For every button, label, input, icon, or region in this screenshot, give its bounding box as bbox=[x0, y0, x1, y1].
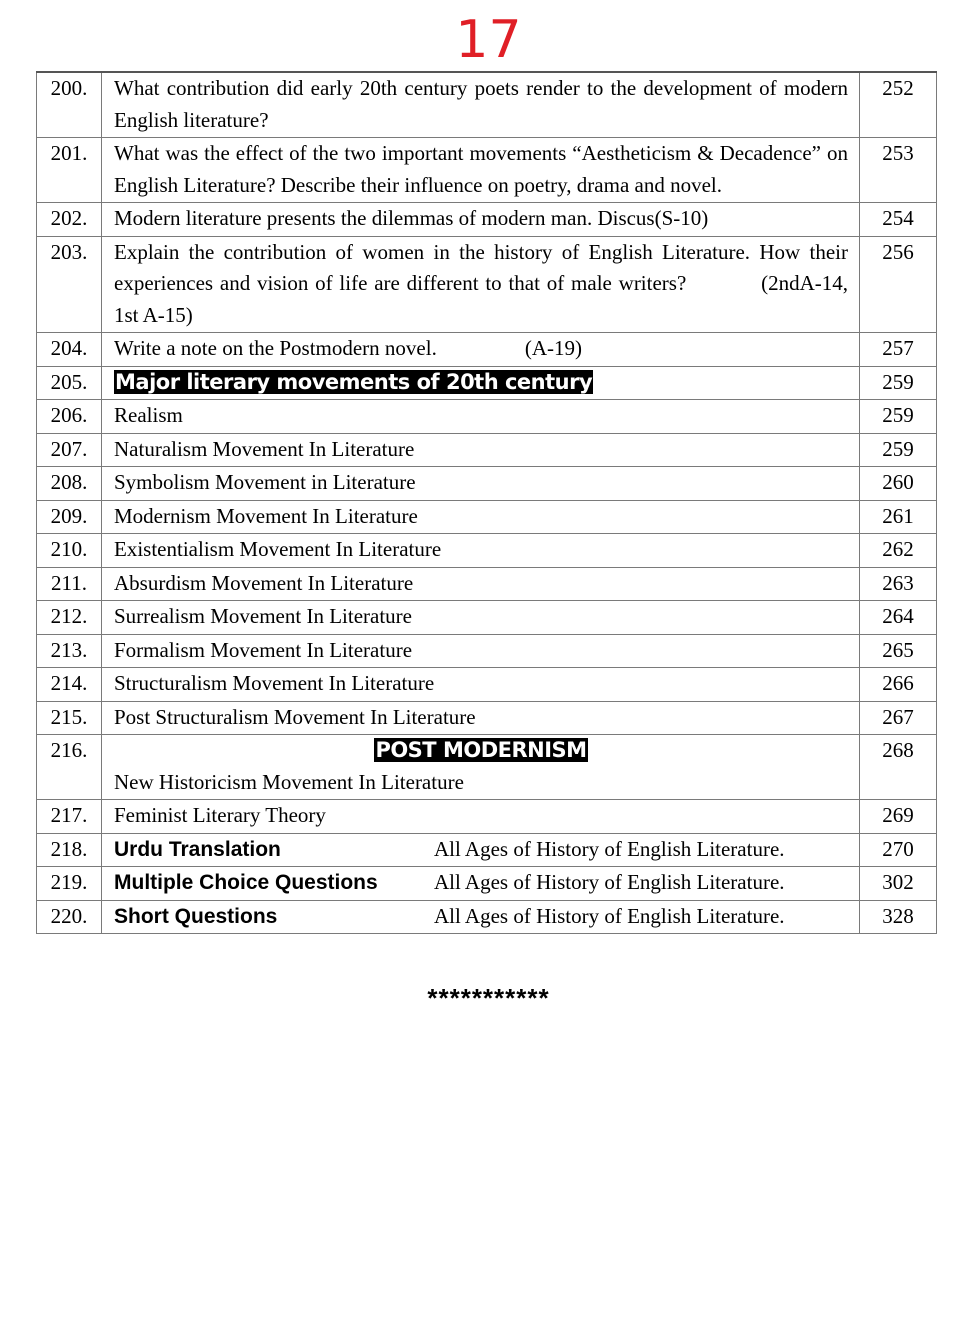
table-row[interactable] bbox=[37, 867, 937, 901]
entry-page: 252 bbox=[860, 72, 937, 138]
entry-title: Absurdism Movement In Literature bbox=[102, 567, 860, 601]
entry-number: 211. bbox=[37, 567, 102, 601]
section-heading: POST MODERNISM bbox=[375, 738, 587, 762]
table-row[interactable] bbox=[37, 467, 937, 501]
entry-title-cell bbox=[102, 236, 860, 333]
table-row[interactable] bbox=[37, 333, 937, 367]
entry-page: 253 bbox=[860, 138, 937, 203]
entry-title-cell bbox=[102, 900, 860, 934]
entry-page: 256 bbox=[860, 236, 937, 333]
entry-page: 328 bbox=[860, 900, 937, 934]
table-row[interactable] bbox=[37, 800, 937, 834]
entry-reference: (2ndA-14, 1st A-15) bbox=[114, 271, 848, 327]
entry-title: Symbolism Movement in Literature bbox=[102, 467, 860, 501]
entry-title: Surrealism Movement In Literature bbox=[102, 601, 860, 635]
entry-number: 200. bbox=[37, 72, 102, 138]
table-row[interactable] bbox=[37, 400, 937, 434]
entry-title: Structuralism Movement In Literature bbox=[102, 668, 860, 702]
table-row[interactable] bbox=[37, 668, 937, 702]
entry-title: Multiple Choice Questions bbox=[114, 871, 378, 894]
table-of-contents bbox=[36, 71, 937, 934]
entry-number: 219. bbox=[37, 867, 102, 901]
entry-title: Modern literature presents the dilemmas of modern man. Discus(S-10) bbox=[102, 203, 860, 237]
page-number: 17 bbox=[455, 10, 522, 70]
table-row[interactable] bbox=[37, 203, 937, 237]
entry-number: 218. bbox=[37, 833, 102, 867]
table-row[interactable] bbox=[37, 534, 937, 568]
entry-page: 266 bbox=[860, 668, 937, 702]
entry-number: 220. bbox=[37, 900, 102, 934]
entry-number: 212. bbox=[37, 601, 102, 635]
entry-title-cell bbox=[102, 333, 860, 367]
table-row[interactable] bbox=[37, 900, 937, 934]
entry-number: 215. bbox=[37, 701, 102, 735]
entry-subtitle: All Ages of History of English Literature. bbox=[434, 903, 785, 928]
entry-number: 217. bbox=[37, 800, 102, 834]
entry-reference: (A-19) bbox=[524, 336, 582, 360]
table-row[interactable] bbox=[37, 601, 937, 635]
table-row[interactable] bbox=[37, 236, 937, 333]
entry-title: What was the effect of the two important movements “Aestheticism & Decadence” on English Literature? Describe their influence on poetry, drama and novel. bbox=[102, 138, 860, 203]
entry-number: 210. bbox=[37, 534, 102, 568]
entry-number: 213. bbox=[37, 634, 102, 668]
entry-title: Existentialism Movement In Literature bbox=[102, 534, 860, 568]
entry-title: Short Questions bbox=[114, 904, 278, 928]
table-row[interactable] bbox=[37, 735, 937, 800]
entry-page: 270 bbox=[860, 833, 937, 867]
entry-page: 302 bbox=[860, 867, 937, 901]
section-heading: Major literary movements of 20th century bbox=[115, 369, 593, 394]
entry-page: 259 bbox=[860, 433, 937, 467]
table-row[interactable] bbox=[37, 634, 937, 668]
entry-title: Post Structuralism Movement In Literature bbox=[102, 701, 860, 735]
entry-page: 262 bbox=[860, 534, 937, 568]
entry-page: 264 bbox=[860, 601, 937, 635]
table-row[interactable] bbox=[37, 833, 937, 867]
entry-page: 261 bbox=[860, 500, 937, 534]
table-row[interactable] bbox=[37, 567, 937, 601]
entry-number: 205. bbox=[37, 366, 102, 400]
entry-page: 257 bbox=[860, 333, 937, 367]
entry-subtitle: All Ages of History of English Literature. bbox=[434, 836, 785, 861]
entry-title-cell bbox=[102, 366, 860, 400]
entry-number: 206. bbox=[37, 400, 102, 434]
entry-number: 209. bbox=[37, 500, 102, 534]
table-row[interactable] bbox=[37, 500, 937, 534]
entry-number: 204. bbox=[37, 333, 102, 367]
entry-page: 254 bbox=[860, 203, 937, 237]
entry-title: Realism bbox=[102, 400, 860, 434]
entry-number: 208. bbox=[37, 467, 102, 501]
entry-page: 267 bbox=[860, 701, 937, 735]
entry-page: 259 bbox=[860, 400, 937, 434]
entry-number: 207. bbox=[37, 433, 102, 467]
entry-title-cell bbox=[102, 735, 860, 800]
entry-title-cell bbox=[102, 833, 860, 867]
entry-number: 203. bbox=[37, 236, 102, 333]
table-row[interactable] bbox=[37, 138, 937, 203]
table-row[interactable] bbox=[37, 433, 937, 467]
entry-number: 201. bbox=[37, 138, 102, 203]
table-row[interactable] bbox=[37, 366, 937, 400]
entry-title-cell bbox=[102, 867, 860, 901]
entry-title: New Historicism Movement In Literature bbox=[114, 769, 464, 794]
entry-page: 259 bbox=[860, 366, 937, 400]
entry-title: Write a note on the Postmodern novel. bbox=[114, 336, 437, 360]
entry-title: Formalism Movement In Literature bbox=[102, 634, 860, 668]
entry-number: 216. bbox=[37, 735, 102, 800]
table-row[interactable] bbox=[37, 72, 937, 138]
entry-title: What contribution did early 20th century poets render to the development of modern English literature? bbox=[102, 72, 860, 138]
table-row[interactable] bbox=[37, 701, 937, 735]
entry-title: Modernism Movement In Literature bbox=[102, 500, 860, 534]
entry-title: Naturalism Movement In Literature bbox=[102, 433, 860, 467]
entry-page: 265 bbox=[860, 634, 937, 668]
entry-number: 202. bbox=[37, 203, 102, 237]
entry-page: 260 bbox=[860, 467, 937, 501]
entry-subtitle: All Ages of History of English Literature. bbox=[434, 870, 785, 894]
entry-page: 268 bbox=[860, 735, 937, 800]
entry-page: 269 bbox=[860, 800, 937, 834]
entry-page: 263 bbox=[860, 567, 937, 601]
entry-title: Feminist Literary Theory bbox=[102, 800, 860, 834]
end-separator: *********** bbox=[427, 983, 550, 1013]
entry-title: Explain the contribution of women in the history of English Literature. How their experiences and vision of life are different to that of male writers? bbox=[114, 239, 848, 295]
entry-title: Urdu Translation bbox=[114, 837, 281, 861]
entry-number: 214. bbox=[37, 668, 102, 702]
